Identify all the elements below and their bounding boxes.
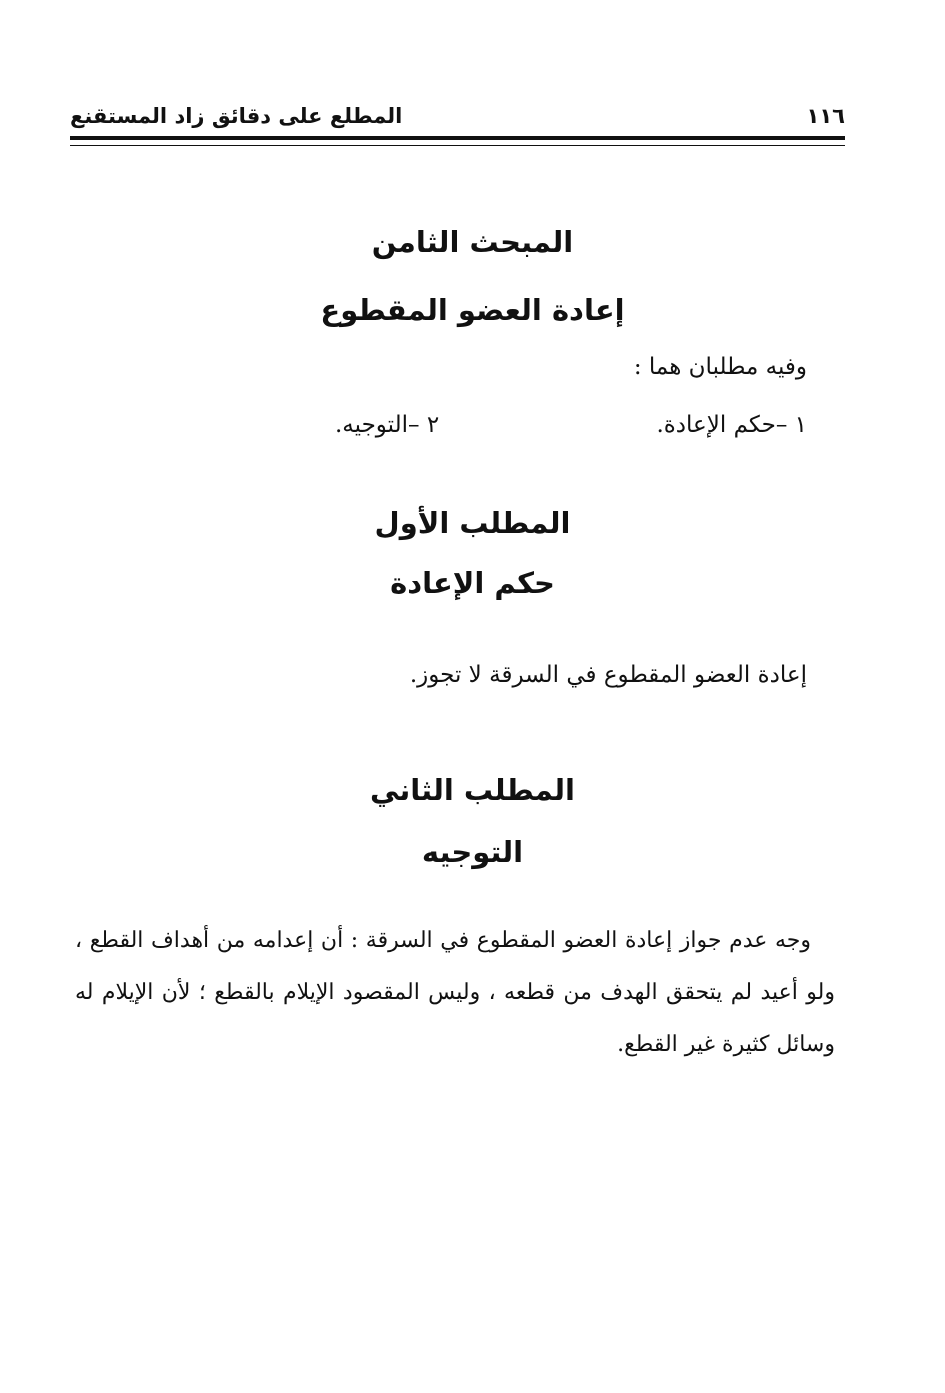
matlab2-subtitle: التوجيه: [421, 835, 524, 869]
matlab2-paragraph: وجه عدم جواز إعادة العضو المقطوع في السرقة : أن إعدامه من أهداف القطع ، ولو أعيد لم يتحقق الهدف من قطعه ، وليس المقصود الإيلام بالقطع ؛ لأن الإيلام له وسائل كثيرة غير القطع.: [75, 928, 835, 1057]
book-title: المطلع على دقائق زاد المستقنع: [70, 104, 403, 128]
matlab1-subtitle: حكم الإعادة: [390, 566, 555, 600]
matlab1-title: المطلب الأول: [374, 506, 571, 540]
header-rule-thin: [70, 145, 845, 146]
matlab1-text: إعادة العضو المقطوع في السرقة لا تجوز.: [409, 662, 807, 688]
section-item-1: ١ –حكم الإعادة.: [656, 412, 807, 438]
running-header: [70, 100, 845, 132]
header-rule-thick: [70, 136, 845, 140]
section-intro: وفيه مطلبان هما :: [633, 354, 807, 380]
section-title: المبحث الثامن: [371, 225, 574, 259]
matlab2-title: المطلب الثاني: [370, 773, 575, 807]
page-number: ١١٦: [806, 104, 845, 128]
section-subtitle: إعادة العضو المقطوع: [320, 293, 625, 327]
section-item-2: ٢ –التوجيه.: [335, 412, 440, 438]
